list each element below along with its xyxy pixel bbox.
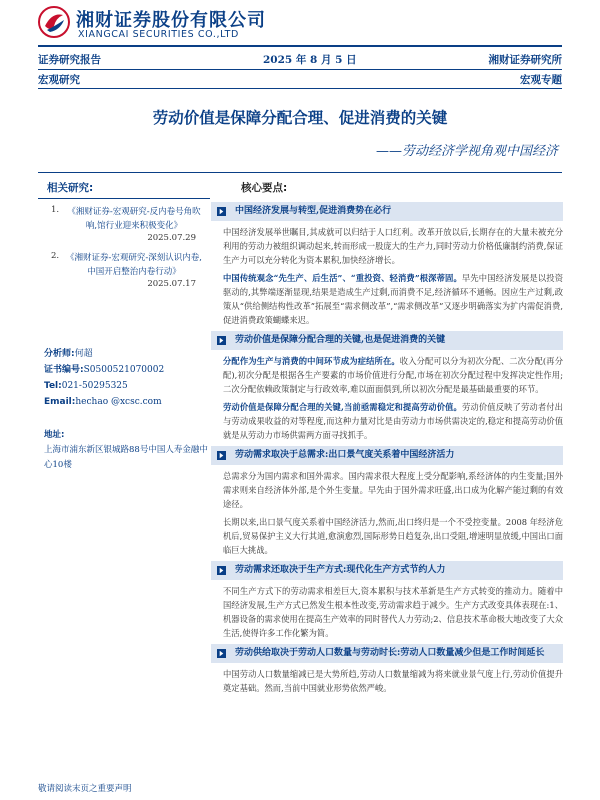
- analyst-name: 何超: [74, 349, 93, 359]
- analyst-row: [44, 346, 214, 362]
- paragraph-text: 中国劳动人口数量缩减已是大势所趋,劳动人口数量缩减为将来就业景气度上行,劳动价值提升奠定基础。然而,当前中国就业形势依然严峻。: [223, 669, 563, 693]
- related-item[interactable]: [38, 205, 210, 243]
- key-point-section: [211, 202, 563, 327]
- certificate-row: [44, 362, 214, 378]
- section-heading: [211, 331, 563, 350]
- category-divider: [38, 88, 562, 89]
- section-title: 劳动需求还取决于生产方式:现代化生产方式节约人力: [235, 565, 446, 575]
- xiangcai-logo-icon: [38, 6, 70, 38]
- section-title: 劳动价值是保障分配合理的关键,也是促进消费的关键: [235, 335, 446, 345]
- tel-row: [44, 378, 214, 394]
- address-text: 上海市浦东新区银城路88号中国人寿金融中心10楼: [44, 445, 208, 470]
- certificate-label: 证书编号:: [44, 365, 84, 375]
- report-meta-row: [38, 52, 562, 68]
- report-category: 宏观研究: [38, 74, 80, 86]
- report-topic: 宏观专题: [520, 74, 562, 86]
- paragraph-text: 收入分配可以分为初次分配、二次分配(再分配),初次分配是根据各生产要素的市场价值进行分配,市场在初次分配过程中发挥决定性作用;二次分配依赖政策制定与行政效率,难以面面俱到,所以初次分配是最基础最重要的环节。: [223, 356, 563, 394]
- meta-divider: [38, 69, 562, 70]
- arrow-bullet-icon: [217, 336, 226, 345]
- tel-label: Tel:: [44, 381, 62, 391]
- report-title: 劳动价值是保障分配合理、促进消费的关键: [152, 109, 448, 127]
- section-heading: [211, 446, 563, 465]
- report-type: 证券研究报告: [38, 54, 101, 66]
- related-item[interactable]: [38, 251, 210, 289]
- paragraph-text: 不同生产方式下的劳动需求相差巨大,资本累积与技术革新是生产方式转变的推动力。随着中国经济发展,生产方式已然发生根本性改变,劳动需求趋于减少。生产方式改变具体表现在:1、机器设备的需求使用在提高生产效率的同时替代人力劳动;2、信息技术革命极大地改变了大众生活,使得许多工作化繁为简。: [223, 586, 563, 638]
- section-paragraph: [223, 515, 563, 557]
- related-item-number: 2.: [51, 251, 60, 261]
- certificate-number: S0500521070002: [83, 365, 165, 375]
- related-item-number: 1.: [51, 205, 60, 215]
- office-address: [44, 428, 212, 473]
- paragraph-text: 早先中国经济发展是以投资驱动的,其弊端逐渐显现,结果是造成生产过剩,而消费不足,经济循环不通畅。因应生产过剩,政策从“供给侧结构性改革”拓展至“需求侧改革”,“需求侧改革”又逐步明确落实为扩内需促消费,促进消费政策蝴蝶来迟。: [223, 273, 563, 325]
- report-subtitle: ——劳动经济学视角观中国经济: [375, 144, 558, 159]
- email-label: Email:: [44, 397, 76, 407]
- brand-name-cn: 湘财证券股份有限公司: [76, 10, 266, 31]
- section-paragraph: [223, 667, 563, 695]
- section-heading: [211, 561, 563, 580]
- related-item-title[interactable]: 《湘财证券-宏观研究-反内卷号角吹响,馆行业迎来积极变化》: [67, 207, 201, 231]
- key-point-section: [211, 331, 563, 442]
- paragraph-lead: 中国传统观念“先生产、后生活”、“重投资、轻消费”根深蒂固。: [223, 273, 462, 283]
- key-point-section: [211, 561, 563, 640]
- section-paragraph: [223, 584, 563, 640]
- arrow-bullet-icon: [217, 207, 226, 216]
- paragraph-text: 长期以来,出口景气度关系着中国经济活力,然而,出口终归是一个不受控变量。2008 年经济危机后,贸易保护主义大行其道,愈演愈烈,国际形势日趋复杂,出口受阻,增速明显放缓,中国出口面临巨大挑战。: [223, 517, 563, 555]
- related-research-heading: 相关研究:: [47, 182, 94, 194]
- paragraph-lead: 劳动价值是保障分配合理的关键,当前亟需稳定和提高劳动价值。: [223, 402, 462, 412]
- disclaimer-notice: 敬请阅读末页之重要声明: [38, 784, 132, 794]
- key-point-section: [211, 644, 563, 695]
- sidebar-rule: [38, 198, 210, 199]
- section-paragraph: [223, 354, 563, 396]
- section-paragraph: [223, 400, 563, 442]
- sidebar: [38, 180, 210, 297]
- section-heading: [211, 644, 563, 663]
- section-title: 劳动供给取决于劳动人口数量与劳动时长:劳动人口数量减少但是工作时间延长: [235, 648, 545, 658]
- key-points: [211, 180, 563, 695]
- brand-name-en: XIANGCAI SECURITIES CO.,LTD: [78, 29, 239, 40]
- analyst-label: 分析师:: [44, 349, 75, 359]
- arrow-bullet-icon: [217, 649, 226, 658]
- section-heading: [211, 202, 563, 221]
- header-rule: [38, 45, 562, 47]
- report-date: 2025 年 8 月 5 日: [263, 54, 357, 66]
- section-title: 中国经济发展与转型,促进消费势在必行: [235, 206, 392, 216]
- related-item-date: 2025.07.29: [147, 233, 196, 243]
- email-address[interactable]: hechao @xcsc.com: [75, 397, 162, 407]
- section-paragraph: [223, 225, 563, 267]
- title-divider: [38, 172, 562, 173]
- section-title: 劳动需求取决于总需求:出口景气度关系着中国经济活力: [235, 450, 455, 460]
- arrow-bullet-icon: [217, 451, 226, 460]
- related-item-title[interactable]: 《湘财证券-宏观研究-深刻认识内卷,中国开启整治内卷行动》: [66, 253, 202, 277]
- section-paragraph: [223, 469, 563, 511]
- tel-number: 021-50295325: [61, 381, 128, 391]
- key-points-heading: 核心要点:: [241, 182, 288, 194]
- arrow-bullet-icon: [217, 566, 226, 575]
- paragraph-lead: 分配作为生产与消费的中间环节成为症结所在。: [223, 356, 400, 366]
- address-label: 地址:: [44, 430, 65, 440]
- section-paragraph: [223, 271, 563, 327]
- key-point-section: [211, 446, 563, 557]
- institute-name: 湘财证券研究所: [488, 54, 562, 66]
- category-row: [38, 72, 562, 88]
- related-item-date: 2025.07.17: [147, 279, 196, 289]
- email-row: [44, 394, 214, 410]
- analyst-contact: [44, 346, 214, 410]
- paragraph-text: 中国经济发展举世瞩目,其成就可以归结于人口红利。改革开放以后,长期存在的大量未被充分利用的劳动力被组织调动起来,转而形成一股庞大的生产力,同时劳动力价格低廉制约消费,保证生产力可以充分转化为资本累积,加快经济增长。: [223, 227, 563, 265]
- paragraph-text: 总需求分为国内需求和国外需求。国内需求很大程度上受分配影响,系经济体的内生变量;国外需求则来自经济体外部,是个外生变量。早先由于国外需求旺盛,出口成为化解产能过剩的有效途径。: [223, 471, 563, 509]
- paragraph-text: 劳动价值反映了劳动者付出与劳动成果收益的对等程度,而这种力量对比是由劳动力市场供需决定的,稳定和提高劳动价值就是从劳动力市场供需两方面寻找抓手。: [223, 402, 563, 440]
